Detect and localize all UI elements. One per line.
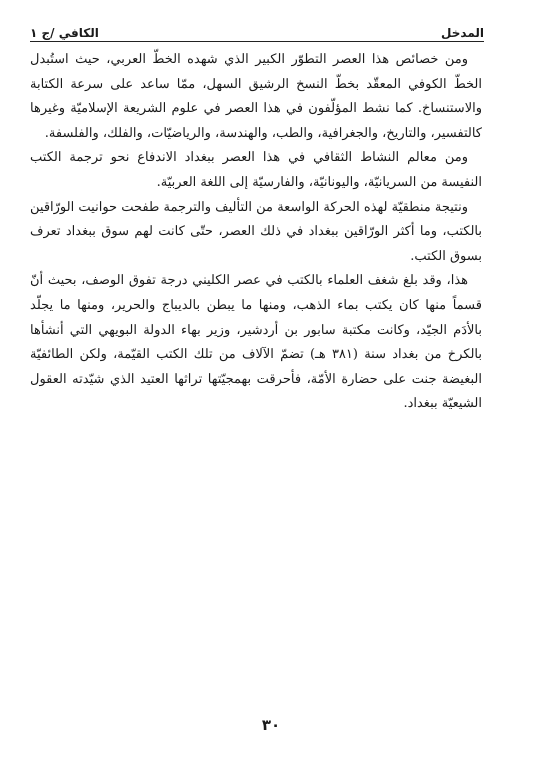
body-text	[30, 48, 482, 417]
paragraph-booksellers: ونتيجة منطقيّة لهذه الحركة الواسعة من التأليف والترجمة طفحت حوانيت الورّاقين بالكتب، وما أكثر الورّاقين ببغداد في ذلك العصر، حتّى كانت لهم سوق ببغداد تعرف بسوق الكتب.	[30, 199, 482, 264]
book-title: الكافي /ج ١	[30, 26, 99, 40]
paragraph-script-development: ومن خصائص هذا العصر التطوّر الكبير الذي شهده الخطّ العربي، حيث استُبدل الخطّ الكوفي المعقّد بخطّ النسخ الرشيق السهل، ممّا ساعد على سرعة الكتابة والاستنساخ. كما نشط المؤلّفون في هذا العصر في علوم الشريعة الإسلاميّة وغيرها كالتفسير، والتاريخ، والجغرافية، والطب، والهندسة، والرياضيّات، والفلك، والفلسفة.	[30, 52, 482, 141]
header-divider	[30, 41, 484, 42]
paragraph-translation-movement: ومن معالم النشاط الثقافي في هذا العصر ببغداد الاندفاع نحو ترجمة الكتب النفيسة من السريانيّة، واليونانيّة، والفارسيّة إلى اللغة العربيّة.	[30, 150, 482, 190]
running-header	[30, 16, 484, 40]
paragraph-libraries: هذا، وقد بلغ شغف العلماء بالكتب في عصر الكليني درجة تفوق الوصف، بحيث أنّ قسماً منها كان يكتب بماء الذهب، ومنها ما يبطن بالديباج والحرير، ومنها ما يجلّد بالأدَم الجيّد، وكانت مكتبة سابور بن أردشير، وزير بهاء الدولة البويهي التي أنشأها بالكرخ من بغداد سنة (٣٨١ هـ) تضمّ الآلاف من تلك الكتب القيّمة، ولكن الطائفيّة البغيضة جنت على حضارة الأمّة، فأحرقت بهمجيّتها تراثها العتيد الذي شيّدته العقول الشيعيّة ببغداد.	[30, 273, 482, 412]
page-number: ٣٠	[261, 716, 281, 734]
section-title: المدخل	[441, 26, 484, 40]
